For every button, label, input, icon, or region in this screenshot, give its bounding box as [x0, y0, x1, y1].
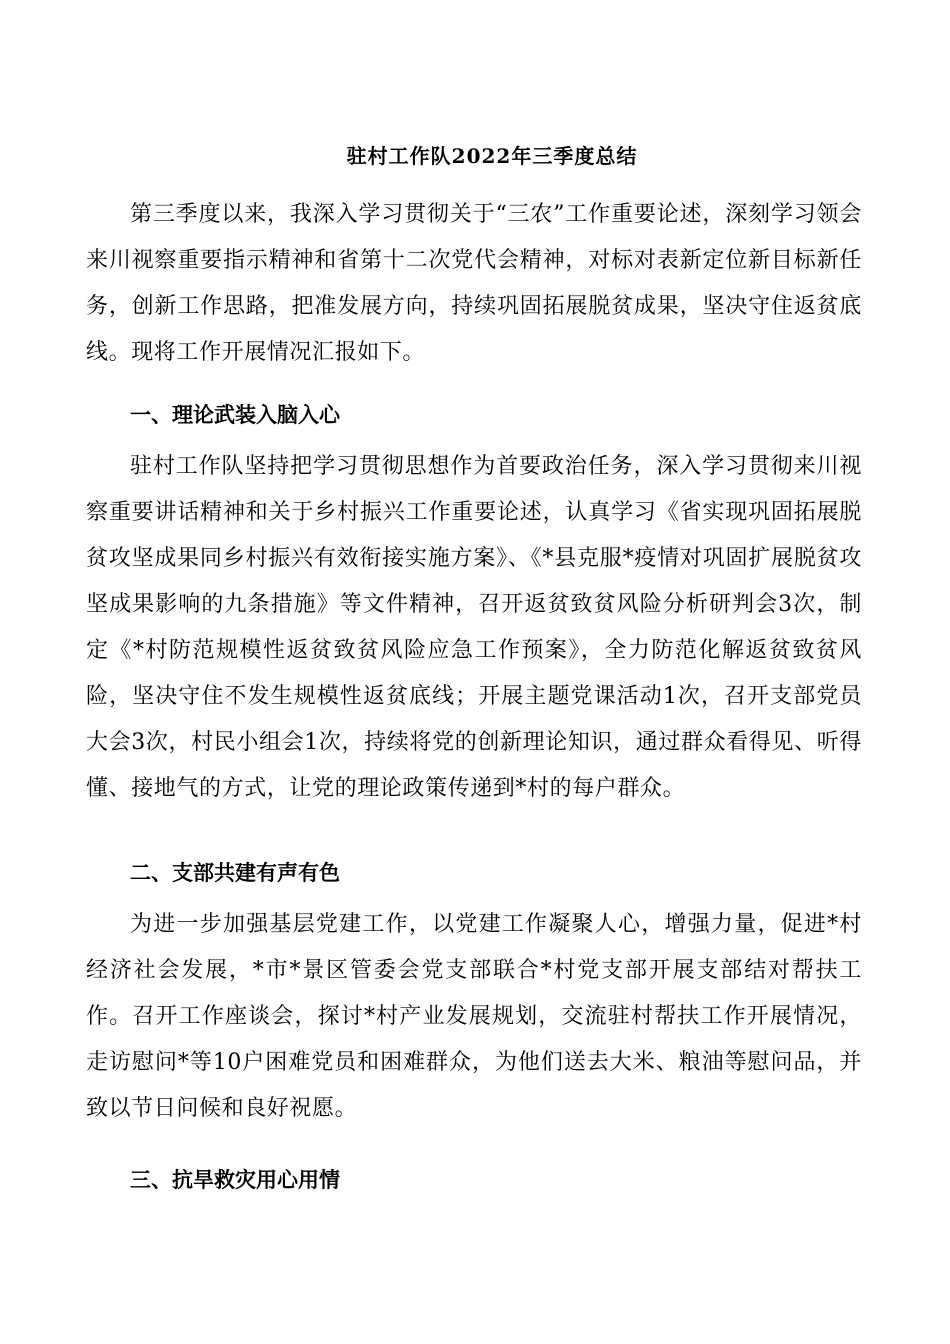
section-heading-3: 三、抗旱救灾用心用情 — [130, 1167, 340, 1192]
section-heading-1: 一、理论武装入脑入心 — [130, 402, 340, 427]
section-heading-2: 二、支部共建有声有色 — [130, 860, 340, 885]
intro-paragraph: 第三季度以来，我深入学习贯彻关于“三农”工作重要论述，深刻学习领会来川视察重要指示精神和省第十二次党代会精神，对标对表新定位新目标新任务，创新工作思路，把准发展方向，持续巩固拓展脱贫成果，坚决守住返贫底线。现将工作开展情况汇报如下。 — [86, 202, 862, 365]
document-title: 驻村工作队2022年三季度总结 — [346, 144, 638, 168]
section-body-2: 为进一步加强基层党建工作，以党建工作凝聚人心，增强力量，促进*村经济社会发展，*市*景区管委会党支部联合*村党支部开展支部结对帮扶工作。召开工作座谈会，探讨*村产业发展规划，交流驻村帮扶工作开展情况，走访慰问*等10户困难党员和困难群众，为他们送去大米、粮油等慰问品，并致以节日问候和良好祝愿。 — [86, 912, 862, 1121]
section-body-1: 驻村工作队坚持把学习贯彻思想作为首要政治任务，深入学习贯彻来川视察重要讲话精神和关于乡村振兴工作重要论述，认真学习《省实现巩固拓展脱贫攻坚成果同乡村振兴有效衔接实施方案》、《*县克服*疫情对巩固扩展脱贫攻坚成果影响的九条措施》等文件精神，召开返贫致贫风险分析研判会3次，制定《*村防范规模性返贫致贫风险应急工作预案》，全力防范化解返贫致贫风险，坚决守住不发生规模性返贫底线；开展主题党课活动1次，召开支部党员大会3次，村民小组会1次，持续将党的创新理论知识，通过群众看得见、听得懂、接地气的方式，让党的理论政策传递到*村的每户群众。 — [86, 454, 862, 801]
